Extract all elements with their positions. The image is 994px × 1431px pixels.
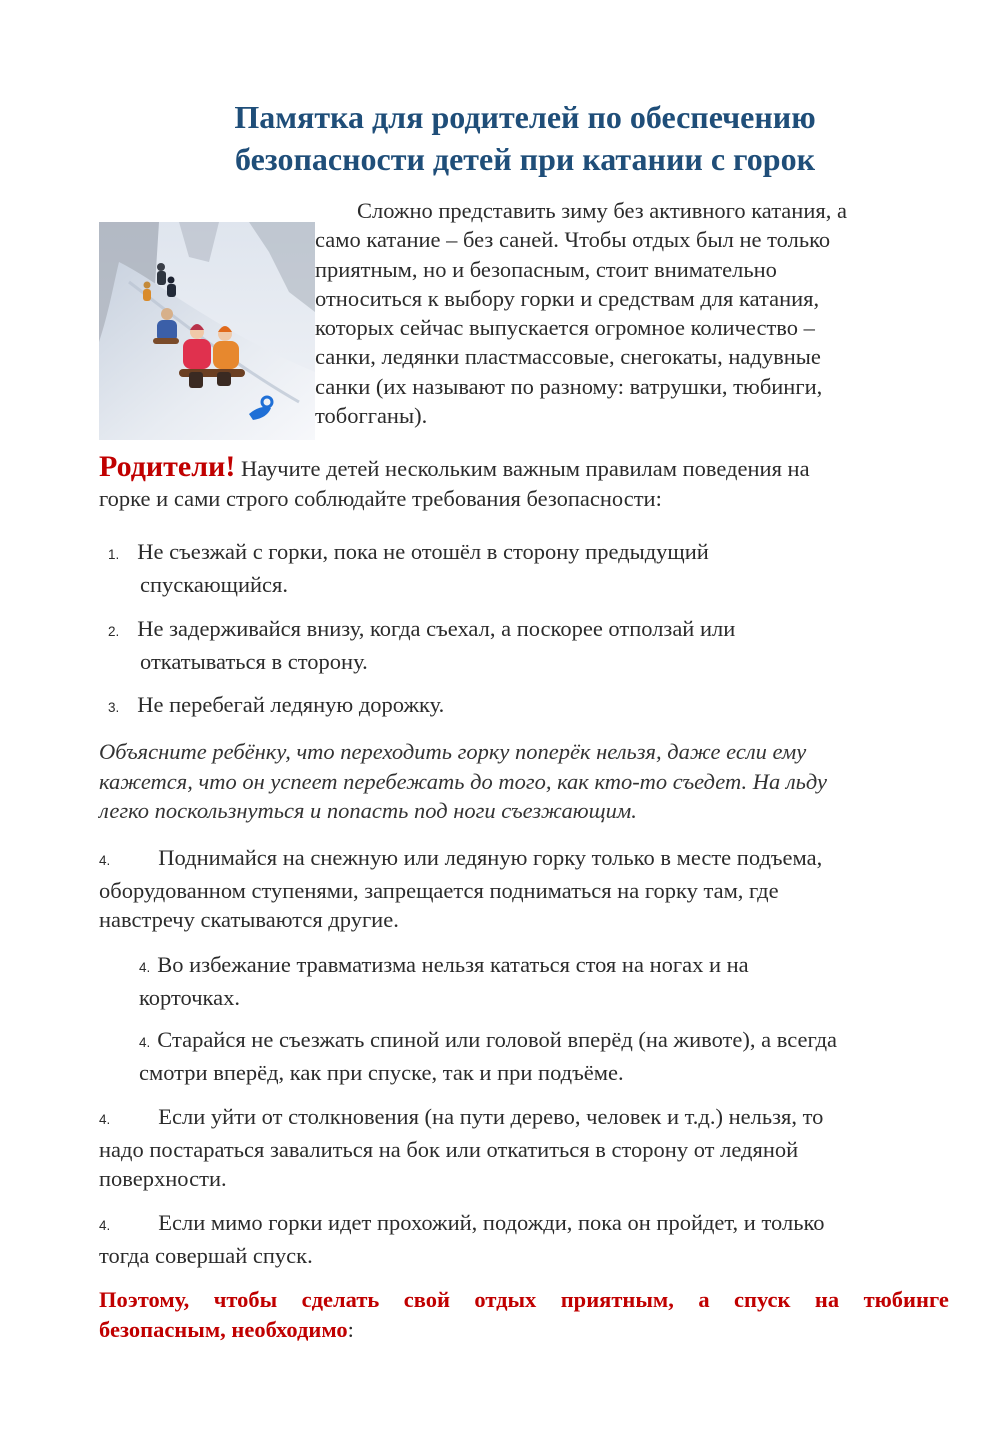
closing-word: свой [403,1287,450,1312]
rule-text: Во избежание травматизма нельзя кататься стоя на ногах и на [157,952,749,977]
rule-text: откатываться в сторону. [140,648,368,674]
closing-word: сделать [301,1287,380,1312]
rule-item [99,1208,825,1270]
page-title [100,96,950,180]
rule-text: навстречу скатываются другие. [99,907,399,932]
rule-item [108,614,735,676]
rule-item [139,950,749,1012]
sledding-children-photo [99,222,315,440]
closing-line-1 [99,1285,949,1315]
closing-paragraph [99,1285,949,1344]
rule-text: Не задерживайся внизу, когда съехал, а поскорее отползай или [137,616,736,641]
closing-word: спуск [734,1287,791,1312]
closing-word: на [814,1287,840,1312]
rule-text: оборудованном ступенями, запрещается подниматься на горку там, где [99,877,779,903]
closing-word: а [698,1287,710,1312]
rule-item [99,843,822,935]
rule-number: 1. [108,547,120,562]
rule-text: корточках. [139,984,240,1010]
rule-item [99,1102,823,1194]
rule-number: 4. [139,960,151,975]
closing-word: приятным, [560,1287,674,1312]
rule-text: Поднимайся на снежную или ледяную горку только в месте подъема, [158,845,823,870]
rule-text: Если мимо горки идет прохожий, подожди, пока он пройдет, и только [158,1210,825,1235]
rule-text: спускающийся. [140,571,289,597]
intro-line: относиться к выбору горки и средствам для катания, [315,285,820,311]
closing-word: чтобы [213,1287,278,1312]
closing-word: тюбинге [863,1287,949,1312]
closing-line-2: безопасным, необходимо [99,1316,348,1342]
rule-text: надо постараться завалиться на бок или откатиться в сторону от ледяной [99,1136,799,1162]
rule-number: 4. [99,1112,111,1127]
rule-text: смотри вперёд, как при спуске, так и при подъёме. [139,1059,624,1085]
closing-colon: : [347,1316,354,1342]
rule-number: 3. [108,700,120,715]
rule-text: Не съезжай с горки, пока не отошёл в сторону предыдущий [137,539,709,564]
parents-line-1: Научите детей нескольким важным правилам поведения на [235,456,810,481]
explanation-paragraph [99,737,959,826]
intro-line: само катание – без саней. Чтобы отдых был не только [315,227,831,253]
rule-number: 2. [108,624,120,639]
intro-line: приятным, но и безопасным, стоит внимательно [315,256,777,282]
rule-text: Не перебегай ледяную дорожку. [137,692,445,717]
rule-text: тогда совершай спуск. [99,1242,313,1268]
closing-word: отдых [474,1287,537,1312]
intro-line: тобогганы). [315,403,428,429]
title-line-1: Памятка для родителей по обеспечению [234,99,816,135]
intro-line: санки (их называют по разному: ватрушки, тюбинги, [315,373,823,399]
closing-word: Поэтому, [99,1287,190,1312]
parents-heading: Родители! [99,450,236,483]
intro-line: которых сейчас выпускается огромное количество – [315,315,815,341]
intro-line: Сложно представить зиму без активного катания, а [357,198,847,223]
intro-line: санки, ледянки пластмассовые, снегокаты, надувные [315,344,821,370]
explanation-line: кажется, что он успеет перебежать до того, как кто-то съедет. На льду [99,768,827,794]
explanation-line: Объясните ребёнку, что переходить горку поперёк нельзя, даже если ему [99,739,807,764]
rule-item [108,537,709,599]
rule-item [139,1025,837,1087]
parents-paragraph [99,452,949,514]
parents-line-2: горке и сами строго соблюдайте требования безопасности: [99,486,662,511]
intro-paragraph [315,196,935,430]
rule-text: Если уйти от столкновения (на пути дерево, человек и т.д.) нельзя, то [158,1104,824,1129]
rule-item [108,690,444,723]
rule-text: поверхности. [99,1166,227,1191]
rule-number: 4. [99,853,111,868]
rule-number: 4. [99,1218,111,1233]
title-line-2: безопасности детей при катании с горок [234,141,816,177]
explanation-line: легко поскользнуться и попасть под ноги съезжающим. [99,798,637,823]
rule-text: Старайся не съезжать спиной или головой вперёд (на животе), а всегда [157,1027,838,1052]
rule-number: 4. [139,1035,151,1050]
